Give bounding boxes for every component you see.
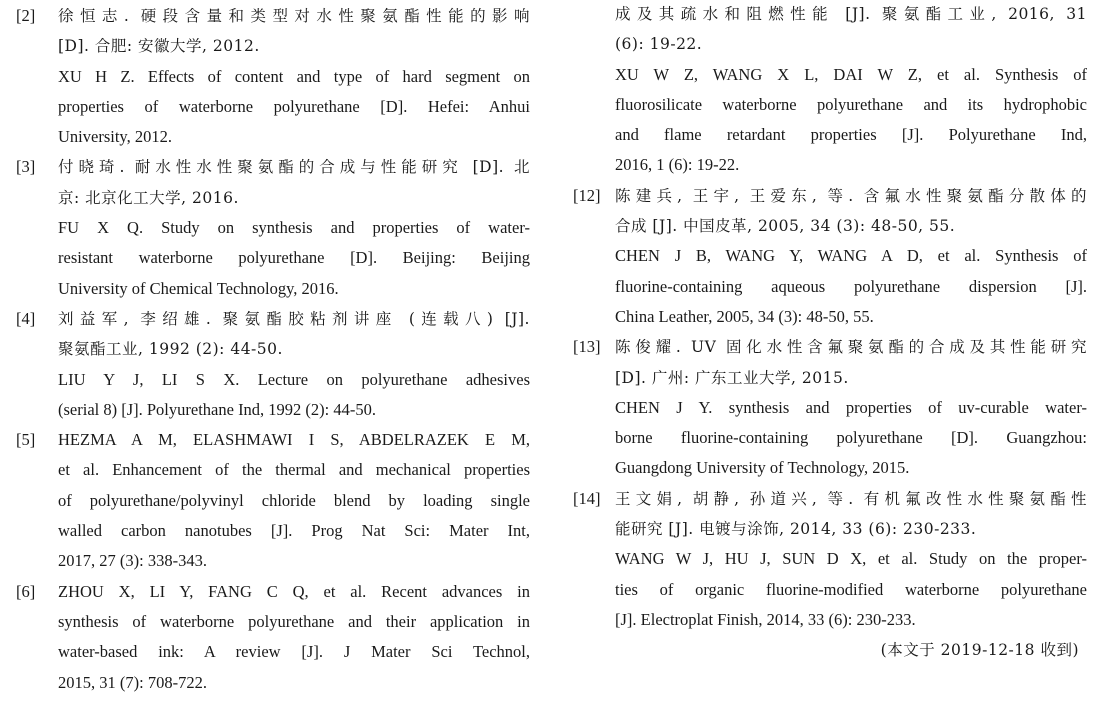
reference-body <box>58 152 530 303</box>
reference-number: [4] <box>16 308 36 328</box>
reference-line: 京: 北京化工大学, 2016. <box>58 188 239 207</box>
reference-number: [14] <box>573 488 601 508</box>
reference-number: [3] <box>16 157 36 177</box>
reference-line: 能研究 [J]. 电镀与涂饰, 2014, 33 (6): 230-233. <box>615 520 977 539</box>
reference-number: [2] <box>16 6 36 25</box>
reference-item <box>573 332 1087 483</box>
reference-item <box>16 152 530 303</box>
reference-line: fluorosilicate waterborne polyurethane and its hydrophobic <box>615 94 1087 114</box>
reference-number: [13] <box>573 337 601 357</box>
received-date-note: (本文于 2019-12-18 收到) <box>880 641 1079 660</box>
reference-body <box>615 484 1087 635</box>
reference-line: WANG W J, HU J, SUN D X, et al. Study on the proper- <box>615 549 1087 569</box>
reference-body <box>615 332 1087 483</box>
reference-line: 陈俊耀. UV 固化水性含氟聚氨酯的合成及其性能研究 <box>615 338 1087 357</box>
reference-line: XU W Z, WANG X L, DAI W Z, et al. Synthesis of <box>615 64 1087 84</box>
reference-line: 刘益军, 李绍雄. 聚氨酯胶粘剂讲座 (连载八) [J]. <box>58 309 530 328</box>
reference-body <box>615 181 1087 332</box>
reference-line: et al. Enhancement of the thermal and mechanical properties <box>58 460 530 480</box>
reference-line: CHEN J Y. synthesis and properties of uv-curable water- <box>615 397 1087 417</box>
reference-item <box>16 304 530 425</box>
reference-line: [J]. Electroplat Finish, 2014, 33 (6): 230-233. <box>615 609 916 629</box>
reference-item <box>16 577 530 698</box>
reference-line: ZHOU X, LI Y, FANG C Q, et al. Recent advances in <box>58 581 530 601</box>
reference-line: LIU Y J, LI S X. Lecture on polyurethane adhesives <box>58 369 530 389</box>
reference-line: Guangdong University of Technology, 2015. <box>615 458 910 478</box>
reference-line: 聚氨酯工业, 1992 (2): 44-50. <box>58 340 283 359</box>
reference-item <box>573 484 1087 635</box>
reference-line: 徐恒志. 硬段含量和类型对水性聚氨酯性能的影响 <box>58 7 530 25</box>
reference-item <box>573 181 1087 332</box>
reference-line: China Leather, 2005, 34 (3): 48-50, 55. <box>615 306 874 326</box>
reference-line: borne fluorine-containing polyurethane [D]. Guangzhou: <box>615 428 1087 448</box>
reference-line: 付晓琦. 耐水性水性聚氨酯的合成与性能研究 [D]. 北 <box>58 158 530 177</box>
reference-line: (serial 8) [J]. Polyurethane Ind, 1992 (2): 44-50. <box>58 399 377 419</box>
reference-line: 2015, 31 (7): 708-722. <box>58 672 207 692</box>
reference-line: HEZMA A M, ELASHMAWI I S, ABDELRAZEK E M, <box>58 430 530 450</box>
reference-number: [6] <box>16 581 36 601</box>
reference-item <box>16 1 530 152</box>
reference-body <box>58 577 530 698</box>
reference-line: ties of organic fluorine-modified waterborne polyurethane <box>615 579 1087 599</box>
reference-item <box>16 425 530 576</box>
reference-line: [D]. 广州: 广东工业大学, 2015. <box>615 368 849 387</box>
reference-list-right <box>573 181 1087 635</box>
reference-line: 2016, 1 (6): 19-22. <box>615 155 740 175</box>
reference-line: water-based ink: A review [J]. J Mater Sci Technol, <box>58 642 530 662</box>
reference-line: 2017, 27 (3): 338-343. <box>58 551 207 571</box>
reference-line: and flame retardant properties [J]. Polyurethane Ind, <box>615 125 1087 145</box>
reference-continuation-body <box>615 0 1087 181</box>
reference-line: properties of waterborne polyurethane [D]. Hefei: Anhui <box>58 96 530 116</box>
reference-line: (6): 19-22. <box>615 35 703 54</box>
reference-line: XU H Z. Effects of content and type of hard segment on <box>58 66 530 86</box>
reference-body <box>58 425 530 576</box>
reference-line: synthesis of waterborne polyurethane and their application in <box>58 611 530 631</box>
reference-line: [D]. 合肥: 安徽大学, 2012. <box>58 37 260 56</box>
reference-line: 王文娟, 胡静, 孙道兴, 等. 有机氟改性水性聚氨酯性 <box>615 489 1087 508</box>
reference-line: 合成 [J]. 中国皮革, 2005, 34 (3): 48-50, 55. <box>615 217 956 236</box>
reference-list-left <box>16 1 530 698</box>
reference-line: CHEN J B, WANG Y, WANG A D, et al. Synthesis of <box>615 246 1087 266</box>
reference-line: FU X Q. Study on synthesis and properties of water- <box>58 218 530 238</box>
reference-continuation <box>573 0 1087 181</box>
reference-line: 陈建兵, 王宇, 王爱东, 等. 含氟水性聚氨酯分散体的 <box>615 186 1087 205</box>
reference-line: 成及其疏水和阻燃性能 [J]. 聚氨酯工业, 2016, 31 <box>615 5 1087 23</box>
left-column <box>16 1 530 698</box>
reference-line: of polyurethane/polyvinyl chloride blend by loading single <box>58 490 530 510</box>
reference-line: University of Chemical Technology, 2016. <box>58 278 339 298</box>
reference-body <box>58 1 530 152</box>
reference-number: [5] <box>16 430 36 450</box>
reference-number: [12] <box>573 185 601 205</box>
reference-body <box>58 304 530 425</box>
reference-line: University, 2012. <box>58 127 172 147</box>
reference-line: fluorine-containing aqueous polyurethane dispersion [J]. <box>615 276 1087 296</box>
reference-line: resistant waterborne polyurethane [D]. Beijing: Beijing <box>58 248 530 268</box>
right-column <box>573 0 1087 666</box>
reference-line: walled carbon nanotubes [J]. Prog Nat Sci: Mater Int, <box>58 521 530 541</box>
